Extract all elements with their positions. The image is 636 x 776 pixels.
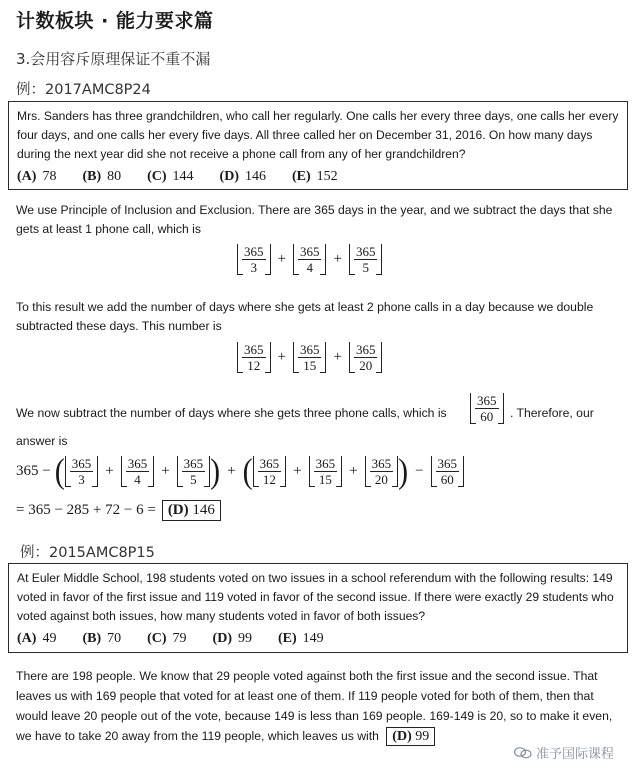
solution2-paragraph: There are 198 people. We know that 29 people voted against both the first issue and the second issue. That leaves us with 169 people that voted for at least one of them. If 119 people voted for both of them, then that would leave 20 people out of the vote, because 149 is less than 169 people. 169-149 is 20, so to make it even, we have to take 20 away from the 119 people, which leaves us with (D) 99 xyxy=(16,669,613,744)
example2-problem-text: At Euler Middle School, 198 students voted on two issues in a school referendum with the following results: 149 voted in favor of the first issue and 119 voted in favor of the second issue. If there were exactly 29 students who voted against both issues, how many students voted in favor of both issues? xyxy=(17,571,614,623)
math-floor-sum-2: $\frac{365}{12}$ + $\frac{365}{15}$ + $\frac{365}{20}$ xyxy=(237,342,382,373)
choice-a: (A) 78 xyxy=(17,169,57,184)
solution1-paragraph-3b: . Therefore, our xyxy=(510,406,594,420)
page-title: 计数板块 · 能力要求篇 xyxy=(16,10,214,32)
solution1-paragraph-1: We use Principle of Inclusion and Exclusion. There are 365 days in the year, and we subtract the days that she gets at least 1 phone call, which is xyxy=(16,203,613,236)
example1-answer-box: (D) 146 xyxy=(162,500,221,521)
solution1-paragraph-2: To this result we add the number of days where she gets at least 2 phone calls in a day because we double subtracted these days. This number is xyxy=(16,300,594,333)
math-final-line: = 365 − 285 + 72 − 6 = (D) 146 xyxy=(16,500,221,521)
choice-e: (E) 149 xyxy=(277,631,324,646)
section-subtitle: 3.会用容斥原理保证不重不漏 xyxy=(16,50,211,68)
choice-b: (B) 80 xyxy=(82,169,122,184)
choice-d: (D) 99 xyxy=(212,631,252,646)
example1-label: 例：2017AMC8P24 xyxy=(16,82,151,98)
choice-e: (E) 152 xyxy=(291,169,338,184)
example2-choices xyxy=(17,631,619,647)
choice-b: (B) 70 xyxy=(82,631,122,646)
math-floor-sum-1: $\frac{365}{3}$ + $\frac{365}{4}$ + $\frac{365}{5}$ xyxy=(237,244,382,275)
example2-answer-box: (D) 99 xyxy=(386,727,435,746)
choice-a: (A) 49 xyxy=(17,631,57,646)
choice-c: (C) 79 xyxy=(147,631,187,646)
choice-c: (C) 144 xyxy=(147,169,194,184)
math-floor-60: $\frac{365}{60}$ xyxy=(470,393,504,424)
solution1-paragraph-3a: We now subtract the number of days where she gets three phone calls, which is xyxy=(16,406,447,420)
solution1-paragraph-3c: answer is xyxy=(16,434,68,448)
wechat-icon xyxy=(514,747,532,759)
watermark: 准予国际课程 xyxy=(514,743,614,762)
example1-problem-text: Mrs. Sanders has three grandchildren, who call her regularly. One calls her every three days, one calls her every four days, and one calls her every five days. All three called her on December 31, 2016. On how many days during the next year did she not receive a phone call from any of her grandchildren? xyxy=(17,109,619,161)
example1-choices xyxy=(17,169,619,185)
example2-label: 例：2015AMC8P15 xyxy=(20,545,155,561)
math-full-expression: 365 − ( $\frac{365}{3}$ + $\frac{365}{4}$ + $\frac{365}{5}$ ) + ( $\frac{365}{12}$ + $\frac{365}{15}$ + $\frac{365}{20}$ ) − $\frac{365}{60}$ xyxy=(16,456,464,487)
choice-d: (D) 146 xyxy=(219,169,266,184)
example1-problem-box xyxy=(8,101,628,190)
example2-problem-box xyxy=(8,563,628,653)
